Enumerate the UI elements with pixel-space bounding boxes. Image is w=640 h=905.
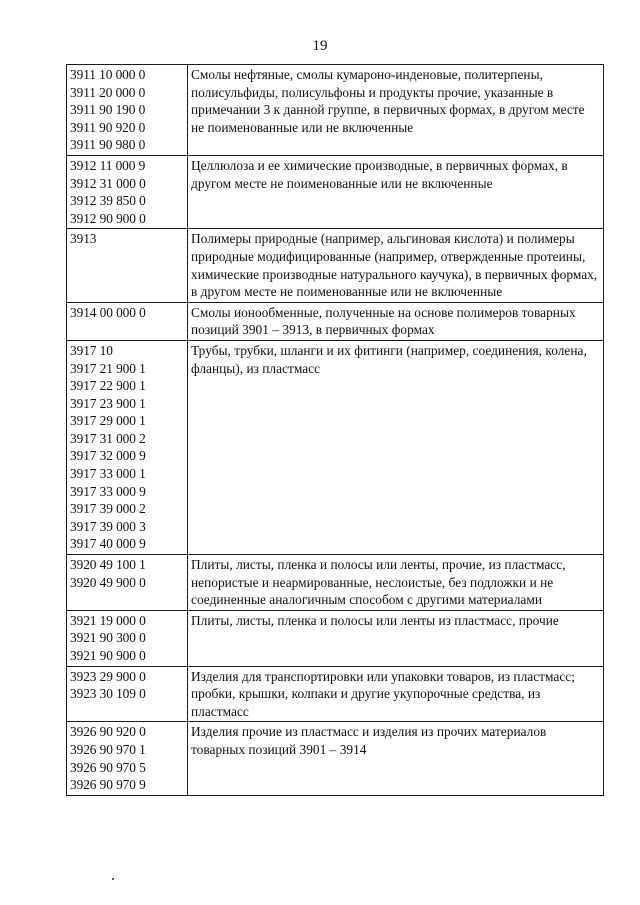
tn-ved-code: 3912 11 000 9 [70,157,146,173]
code-cell [67,65,188,156]
code-cell [67,610,188,666]
tn-ved-code: 3917 21 900 1 [70,360,146,376]
table-row [67,722,604,795]
table-row [67,65,604,156]
code-cell [67,666,188,722]
tn-ved-code: 3921 90 900 0 [70,648,146,663]
code-cell [67,722,188,795]
tn-ved-code: 3917 22 900 1 [70,378,146,394]
tn-ved-code: 3921 90 300 0 [70,630,146,646]
code-cell [67,229,188,302]
description-cell: Смолы ионообменные, полученные на основе полимеров товарных позиций 3901 – 3913, в первичных формах [188,302,604,340]
code-cell [67,155,188,228]
description-cell: Плиты, листы, пленка и полосы или ленты из пластмасс, прочие [188,610,604,666]
code-cell [67,302,188,340]
table-row [67,229,604,302]
tn-ved-code: 3921 19 000 0 [70,612,146,628]
code-cell [67,340,188,554]
tn-ved-code: 3923 29 900 0 [70,668,146,684]
tn-ved-code: 3926 90 920 0 [70,724,146,740]
tn-ved-code: 3920 49 900 0 [70,574,146,590]
tn-ved-code: 3923 30 109 0 [70,686,146,702]
description-cell: Изделия прочие из пластмасс и изделия из прочих материалов товарных позиций 3901 – 3914 [188,722,604,795]
tn-ved-code: 3917 29 000 1 [70,413,146,429]
tn-ved-code: 3917 39 000 3 [70,518,146,534]
tn-ved-code: 3926 90 970 1 [70,741,146,757]
tn-ved-code: 3911 20 000 0 [70,84,146,100]
description-cell: Изделия для транспортировки или упаковки товаров, из пластмасс; пробки, крышки, колпаки и другие укупорочные средства, из пластмасс [188,666,604,722]
tn-ved-code: 3911 90 920 0 [70,119,146,135]
tn-ved-code: 3913 [70,231,97,247]
tn-ved-code: 3911 90 190 0 [70,102,146,118]
tn-ved-code: 3926 90 970 5 [70,759,146,775]
tn-ved-code: 3917 32 000 9 [70,448,146,464]
description-cell: Полимеры природные (например, альгиновая кислота) и полимеры природные модифицированные (например, отвержденные протеины, химические производные натурального каучука), в первичных формах, в другом месте не поименованные или не включенные [188,229,604,302]
table-row [67,155,604,228]
goods-code-table [66,64,604,796]
table-row [67,610,604,666]
description-cell: Трубы, трубки, шланги и их фитинги (например, соединения, колена, фланцы), из пластмасс [188,340,604,554]
tn-ved-code: 3917 33 000 1 [70,466,146,482]
code-cell [67,555,188,611]
table-row [67,666,604,722]
tn-ved-code: 3912 31 000 0 [70,175,146,191]
tn-ved-code: 3912 39 850 0 [70,193,146,209]
table-row [67,340,604,554]
page-number: 19 [312,38,328,54]
tn-ved-code: 3912 90 900 0 [70,210,146,226]
tn-ved-code: 3926 90 970 9 [70,777,146,793]
tn-ved-code: 3917 23 900 1 [70,395,146,411]
table-row [67,555,604,611]
description-cell: Целлюлоза и ее химические производные, в первичных формах, в другом месте не поименованные или не включенные [188,155,604,228]
tn-ved-code: 3911 10 000 0 [70,67,146,82]
scan-speck [112,878,114,880]
tn-ved-code: 3917 10 [70,342,113,358]
tn-ved-code: 3920 49 100 1 [70,557,146,573]
tn-ved-code: 3917 39 000 2 [70,501,146,517]
tn-ved-code: 3914 00 000 0 [70,304,146,320]
table-row [67,302,604,340]
tn-ved-code: 3911 90 980 0 [70,137,146,153]
description-cell: Плиты, листы, пленка и полосы или ленты, прочие, из пластмасс, непористые и неармированные, неслоистые, без подложки и не соединенные аналогичным способом с другими материалами [188,555,604,611]
tn-ved-code: 3917 31 000 2 [70,430,146,446]
tn-ved-code: 3917 33 000 9 [70,483,146,499]
description-cell: Смолы нефтяные, смолы кумароно-инденовые, политерпены, полисульфиды, полисульфоны и продукты прочие, указанные в примечании 3 к данной группе, в первичных формах, в другом месте не поименованные или не включенные [188,65,604,156]
tn-ved-code: 3917 40 000 9 [70,536,146,552]
